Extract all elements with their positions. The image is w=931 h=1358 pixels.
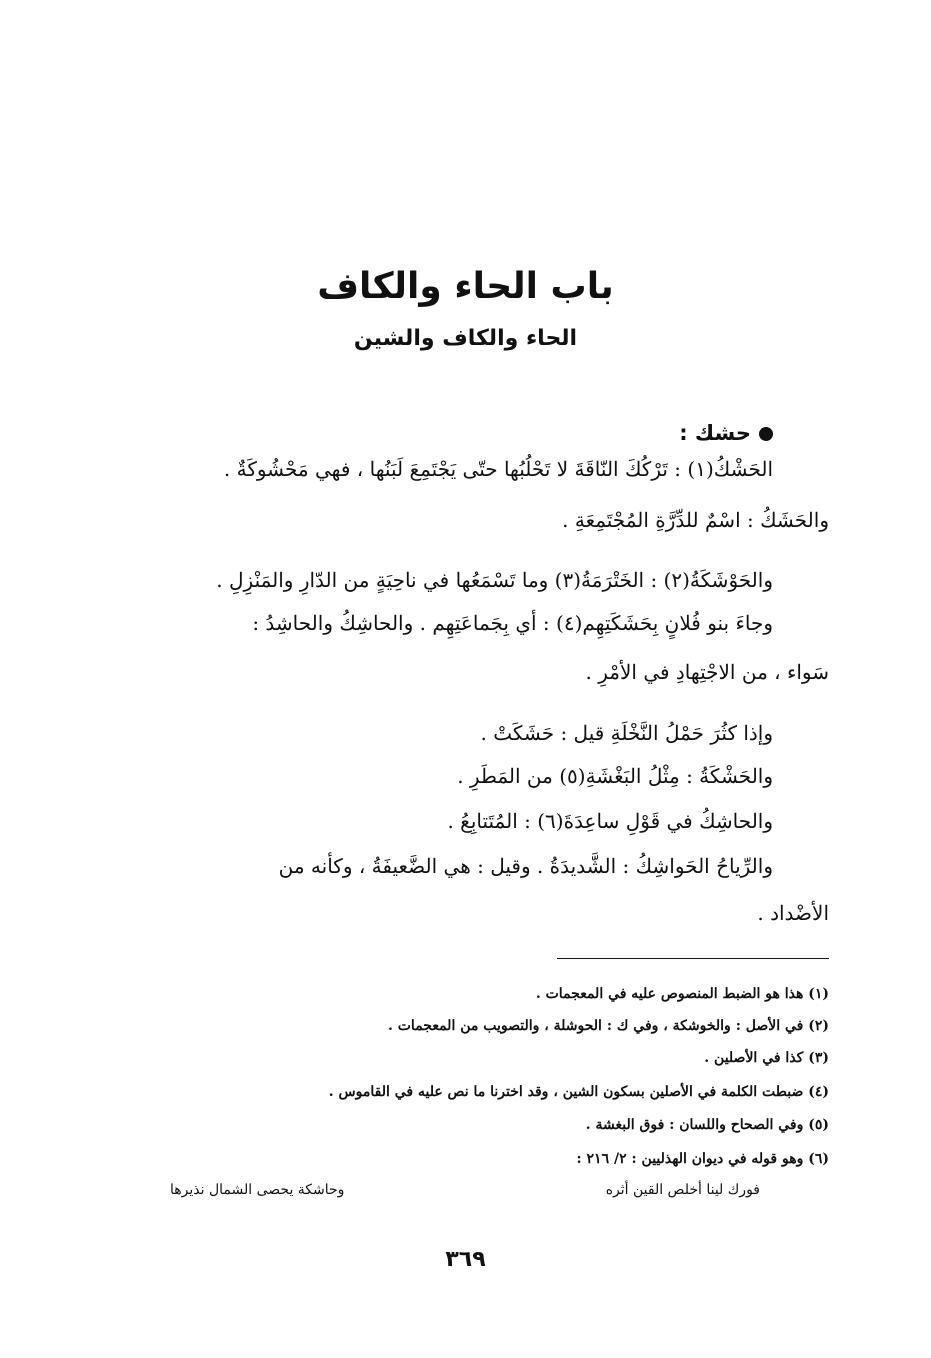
bullet-icon	[759, 427, 773, 441]
entry-heading	[679, 417, 773, 449]
poem-verse	[170, 1178, 760, 1202]
footnote-separator	[557, 958, 829, 959]
footnote: (٣) كذا في الأصلين .	[704, 1050, 829, 1066]
page-number: ٣٦٩	[445, 1247, 486, 1272]
body-line: سَواء ، من الاجْتِهادِ في الأمْرِ .	[585, 660, 829, 684]
body-line: الأضْداد .	[757, 901, 829, 925]
body-line: وجاءَ بنو فُلانٍ بِحَشَكَتِهِم(٤) : أي بِجَماعَتِهِم . والحاشِكُ والحاشِدُ :	[252, 611, 773, 635]
footnote: (٢) في الأصل : والخوشكة ، وفي ك : الحوشلة ، والتصويب من المعجمات .	[388, 1018, 829, 1034]
footnote: (١) هذا هو الضبط المنصوص عليه في المعجمات .	[535, 986, 829, 1002]
entry-heading-text: حشك :	[679, 421, 751, 445]
body-line: والرِّياحُ الحَواشِكُ : الشَّديدَةُ . وقيل : هي الضَّعيفَةُ ، وكأنه من	[278, 854, 773, 878]
footnote: (٤) ضبطت الكلمة في الأصلين بسكون الشين ، وقد اخترنا ما نص عليه في القاموس .	[328, 1084, 829, 1100]
body-line: والحَشَكُ : اسْمٌ للدِّرَّةِ المُجْتَمِعَةِ .	[562, 508, 829, 532]
body-line: والحَوْشَكَةُ(٢) : الخَتْرَمَةُ(٣) وما تَسْمَعُها في ناحِيَةٍ من الدّارِ والمَنْزِلِ .	[216, 568, 773, 592]
poem-hemistich-second: وحاشكة يحصى الشمال نذيرها	[170, 1182, 345, 1198]
body-line: الحَشْكُ(١) : تَرْكُكَ النّاقَةَ لا تَحْلُبُها حتّى يَجْتَمِعَ لَبَنُها ، فهي مَحْشُوكَةٌ .	[223, 457, 773, 481]
body-line: وإذا كثُرَ حَمْلُ النَّخْلَةِ قيل : حَشَكَتْ .	[480, 721, 773, 745]
footnote: (٥) وفي الصحاح واللسان : فوق البغشة .	[585, 1117, 829, 1133]
poem-hemistich-first: فورك لينا أخلص القين أثره	[605, 1182, 760, 1198]
footnote: (٦) وهو قوله في ديوان الهذليين : ٢/ ٢١٦ :	[576, 1151, 829, 1167]
body-line: والحاشِكُ في قَوْلِ ساعِدَةَ(٦) : المُتَتابِعُ .	[447, 809, 773, 833]
body-line: والحَشْكَةُ : مِثْلُ البَغْشَةِ(٥) من المَطَرِ .	[457, 764, 773, 788]
chapter-title: باب الحاء والكاف	[317, 266, 614, 307]
section-title: الحاء والكاف والشين	[353, 326, 578, 351]
